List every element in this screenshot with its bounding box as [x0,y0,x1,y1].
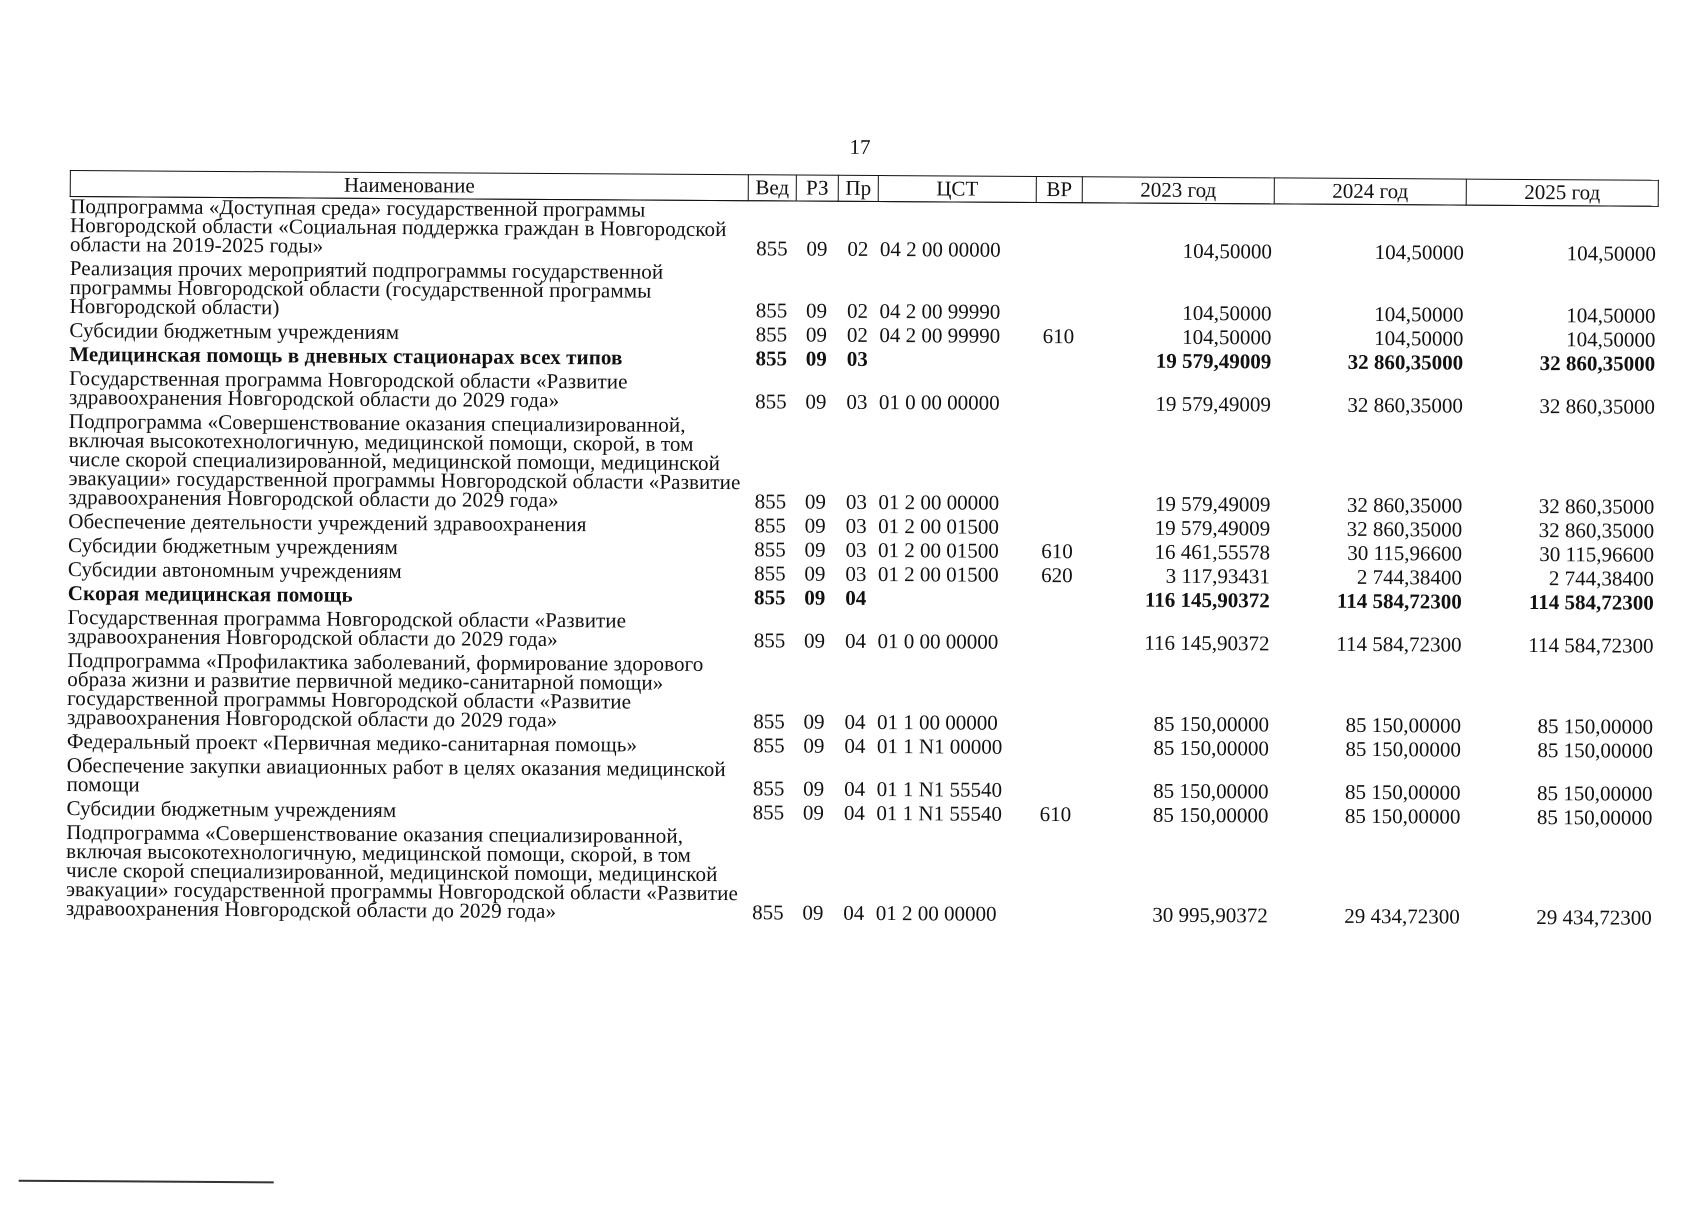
row-2024: 32 860,35000 [1347,392,1464,418]
row-vr [1033,657,1079,738]
row-vr [1035,351,1081,375]
row-rz: 09 [804,561,826,586]
row-rz: 09 [805,346,827,371]
row-cst: 01 1 N1 55540 [876,801,1002,826]
row-name: Реализация прочих мероприятий подпрограммы государственной программы Новгородской области (государственной программы Новгородской области) [69,256,664,320]
row-2023: 104,50000 [1182,324,1272,350]
row-vr [1033,614,1079,657]
row-cst: 01 2 00 00000 [878,490,1000,515]
row-ved: 855 [756,236,788,261]
row-pr: 03 [845,537,867,562]
row-name: Обеспечение деятельности учреждений здравоохранения [68,509,587,537]
row-name: Субсидии бюджетным учреждениям [66,796,397,823]
row-2024: 104,50000 [1374,240,1464,265]
footer-rule [19,1180,274,1184]
row-ved: 855 [752,776,785,801]
row-vr [1033,762,1079,805]
row-name: Подпрограмма «Доступная среда» государственной программы Новгородской области «Социальная поддержка граждан в Новгородской области на 2019-2025 годы» [69,194,727,258]
row-pr: 03 [845,561,867,586]
row-name: Подпрограмма «Совершенствование оказания специализированной, включая высокотехнологичную, медицинской помощи, скорой, в том числе скорой специализированной, медицинской помощи, медицинской эвакуации» государственной программы Новгородской области «Развитие здравоохранения Новгородской области до 2029 года» [65,820,738,924]
row-2025: 30 115,96600 [1539,542,1655,567]
row-2025: 85 150,00000 [1536,805,1653,830]
row-2024: 104,50000 [1374,326,1464,351]
row-pr: 04 [845,585,867,610]
row-2023: 104,50000 [1182,238,1272,264]
row-2023: 19 579,49009 [1155,348,1272,374]
row-cst: 04 2 00 99990 [879,299,1001,324]
row-name: Подпрограмма «Совершенствование оказания специализированной, включая высокотехнологичную, медицинской помощи, скорой, в том числе скорой специализированной, медицинской помощи, медицинской эвакуации» государственной программы Новгородской области «Развитие здравоохранения Новгородской области до 2029 года» [68,409,741,513]
row-ved: 855 [755,322,788,347]
row-pr: 04 [843,900,865,925]
row-vr [1034,590,1080,614]
row-2025: 32 860,35000 [1538,494,1655,519]
row-vr [1033,738,1079,762]
row-ved: 855 [755,346,788,371]
row-vr [1032,829,1079,929]
row-2025: 29 434,72300 [1536,905,1652,930]
row-vr: 610 [1042,324,1075,349]
row-2023: 3 117,93431 [1165,563,1270,589]
header-cst: ЦСТ [878,175,1036,202]
row-2025: 32 860,35000 [1538,518,1655,543]
row-2025: 104,50000 [1566,303,1656,328]
row-2025: 104,50000 [1566,241,1656,266]
row-name: Государственная программа Новгородской области «Развитие здравоохранения Новгородской области до 2029 года» [67,605,627,652]
row-2023: 104,50000 [1182,300,1272,326]
row-vr: 610 [1039,801,1072,827]
row-rz: 09 [804,537,826,562]
row-2024: 2 744,38400 [1356,564,1462,590]
row-cst: 01 1 N1 00000 [876,734,1003,759]
row-rz: 09 [803,628,826,653]
row-vr [1034,418,1081,518]
row-cst [877,350,1035,375]
row-2024: 85 150,00000 [1345,712,1462,738]
row-cst: 01 2 00 01500 [877,538,999,563]
row-cst: 01 2 00 01500 [878,514,1000,539]
row-2023: 30 995,90372 [1152,902,1268,928]
row-2025: 2 744,38400 [1548,566,1654,591]
row-vr [1035,375,1081,418]
row-name: Подпрограмма «Профилактика заболеваний, формирование здорового образа жизни и развитие первичной медико-санитарной помощи» государственной программы Новгородской области «Развитие здравоохранения Новгородской области до 2029 года» [66,648,704,733]
row-ved: 855 [753,709,785,734]
row-name: Субсидии бюджетным учреждениям [69,318,400,345]
row-2024: 30 115,96600 [1347,540,1463,566]
row-2025: 32 860,35000 [1539,351,1656,376]
row-2024: 32 860,35000 [1346,516,1463,542]
row-vr: 620 [1041,563,1073,588]
row-rz: 09 [802,800,825,825]
row-rz: 09 [803,776,825,801]
row-2024: 32 860,35000 [1346,492,1463,518]
row-name: Субсидии автономным учреждениям [67,557,402,584]
row-cst: 01 1 N1 55540 [876,777,1003,802]
row-ved: 855 [752,900,784,925]
row-2024: 29 434,72300 [1344,903,1460,929]
row-name: Обеспечение закупки авиационных работ в целях оказания медицинской помощи [66,753,726,797]
row-name: Федеральный проект «Первичная медико-санитарная помощь» [66,729,638,757]
row-2023: 16 461,55578 [1154,539,1271,565]
row-ved: 855 [752,800,785,825]
row-pr: 02 [846,322,868,347]
table-row [67,651,1655,742]
row-cst: 01 2 00 01500 [877,562,999,587]
row-2023: 85 150,00000 [1153,735,1269,761]
header-pr: Пр [838,175,878,201]
row-cst [876,589,1034,614]
row-vr [1035,265,1081,327]
row-pr: 04 [843,800,866,825]
row-cst: 01 0 00 00000 [877,629,999,654]
row-ved: 855 [755,298,788,323]
row-2023: 85 150,00000 [1152,802,1269,828]
row-rz: 09 [805,389,827,414]
row-2023: 19 579,49009 [1154,515,1271,541]
row-2025: 85 150,00000 [1537,738,1653,763]
row-2025: 114 584,72300 [1528,632,1654,658]
header-2023: 2023 год [1082,177,1274,204]
header-2025: 2025 год [1466,179,1658,206]
row-name: Субсидии бюджетным учреждениям [68,533,398,560]
row-2025: 32 860,35000 [1539,394,1656,419]
row-2023: 85 150,00000 [1153,778,1269,804]
header-vr: ВР [1036,176,1082,202]
row-2023: 19 579,49009 [1155,391,1272,417]
row-rz: 09 [804,513,826,538]
row-cst: 04 2 00 99990 [879,323,1001,348]
row-2024: 114 584,72300 [1336,631,1462,657]
row-cst: 01 0 00 00000 [878,390,1000,415]
row-cst: 01 1 00 00000 [876,710,998,735]
row-rz: 09 [805,322,827,347]
row-ved: 855 [753,733,785,758]
row-pr: 03 [846,346,868,371]
budget-table [65,170,1659,933]
header-2024: 2024 год [1274,178,1466,205]
row-2023: 116 145,90372 [1144,587,1270,613]
row-rz: 09 [804,489,826,514]
row-pr: 02 [847,236,869,261]
row-pr: 04 [844,709,866,734]
row-2025: 114 584,72300 [1528,589,1654,615]
row-2025: 85 150,00000 [1537,714,1654,739]
row-name: Медицинская помощь в дневных стационарах всех типов [69,342,623,370]
header-ved: Вед [748,175,796,201]
table-row [66,823,1655,933]
row-2023: 116 145,90372 [1144,630,1270,656]
row-pr: 03 [845,513,867,538]
row-2024: 114 584,72300 [1336,588,1462,614]
table-body [65,194,1658,933]
row-2024: 85 150,00000 [1344,803,1461,829]
row-2023: 85 150,00000 [1153,711,1270,737]
page-number: 17 [849,134,871,159]
row-2024: 85 150,00000 [1345,736,1461,762]
row-2024: 32 860,35000 [1347,349,1464,375]
row-ved: 855 [754,561,786,586]
row-rz: 09 [803,709,825,734]
row-2025: 104,50000 [1566,327,1656,352]
row-name: Государственная программа Новгородской области «Развитие здравоохранения Новгородской области до 2029 года» [68,366,628,413]
row-rz: 09 [803,733,825,758]
row-rz: 09 [804,585,826,610]
row-vr [1036,202,1082,265]
row-rz: 09 [802,900,824,925]
row-pr: 04 [844,628,867,653]
row-cst: 04 2 00 00000 [879,237,1001,262]
table-row [68,412,1657,522]
row-ved: 855 [754,489,787,514]
row-ved: 855 [754,513,787,538]
row-ved: 855 [753,628,786,653]
row-rz: 09 [806,236,828,261]
row-pr: 04 [844,776,866,801]
row-pr: 03 [846,389,868,414]
row-rz: 09 [805,298,828,323]
row-vr: 610 [1041,539,1073,564]
row-pr: 02 [846,298,869,323]
row-name: Скорая медицинская помощь [67,581,353,607]
row-ved: 855 [754,537,786,562]
row-2024: 104,50000 [1374,302,1464,327]
row-pr: 04 [844,733,866,758]
row-2023: 19 579,49009 [1154,491,1271,517]
header-rz: РЗ [796,175,838,201]
row-ved: 855 [753,585,786,610]
row-ved: 855 [755,389,787,414]
header-name: Наименование [70,171,748,201]
row-cst: 01 2 00 00000 [875,900,997,926]
row-2025: 85 150,00000 [1537,781,1653,806]
row-pr: 03 [845,489,867,514]
row-2024: 85 150,00000 [1345,779,1461,805]
